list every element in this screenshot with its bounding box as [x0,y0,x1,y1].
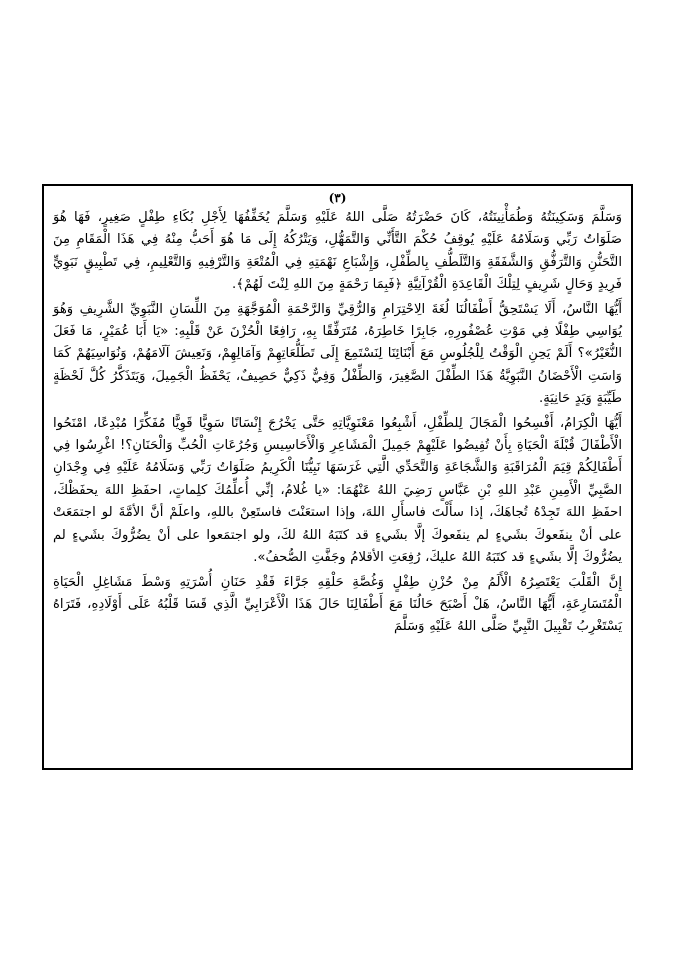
paragraph-2: أَيُّهَا النَّاسُ، أَلَا يَسْتَحِقُّ أَطْفَالُنَا لُغَةَ الِاحْتِرَامِ وَالرُّقِيِّ وَالرَّحْمَةِ الْمُوَجَّهَةِ مِنَ اللِّسَانِ النَّبَوِيِّ الشَّرِيفِ وَهُوَ يُوَاسِي طِفْلًا فِي مَوْتِ عُصْفُورِهِ، جَابِرًا خَاطِرَهُ، مُتَرَفِّقًا بِهِ، رَافِعًا الْحُزْنَ عَنْ قَلْبِهِ: «يَا أَبَا عُمَيْرٍ، مَا فَعَلَ النُّغَيْرُ»؟ أَلَمْ يَحِنِ الْوَقْتُ لِلْجُلُوسِ مَعَ أَبْنَائِنَا لِنَسْتَمِعَ إِلَى تَطَلُّعَاتِهِمْ وَآمَالِهِمْ، وَنَعِيشَ آلَامَهُمْ، وَنُوَاسِيَهُمْ كَمَا وَاسَتِ الْأَحْضَانُ النَّبَوِيَّةُ هَذَا الطِّفْلَ الصَّغِيرَ، وَالطِّفْلُ وَفِيٌّ ذَكِيٌّ حَصِيفٌ، يَحْفَظُ الْجَمِيلَ، وَيَتَذَكَّرُ كُلَّ لَحْظَةٍ طَيِّبَةٍ وَيَدٍ حَانِيَةٍ. [53,301,622,407]
paragraph-4: إِنَّ الْقَلْبَ يَعْتَصِرُهُ الْأَلَمُ مِنْ حُزْنِ طِفْلٍ وَغُصَّةِ حَلْقِهِ جَرَّاءَ فَقْدِ حَنَانِ أُسْرَتِهِ وَسْطَ مَشَاغِلِ الْحَيَاةِ الْمُتَسَارِعَةِ، أَيُّهَا النَّاسُ، هَلْ أَصْبَحَ حَالُنَا مَعَ أَطْفَالِنَا حَالَ هَذَا الْأَعْرَابِيِّ الَّذِي قَسَا قَلْبُهُ عَلَى أَوْلَادِهِ، فَتَرَاهُ يَسْتَغْرِبُ تَقْبِيلَ النَّبِيِّ صَلَّى اللهُ عَلَيْهِ وَسَلَّمَ [53,574,622,635]
paragraph-1: وَسَلَّمَ وَسَكِينَتُهُ وَطُمَأْنِينَتُهُ، كَانَ حَضْرَتُهُ صَلَّى اللهُ عَلَيْهِ وَسَلَّمَ يُخَفِّفُهَا لِأَجْلِ بُكَاءِ طِفْلٍ صَغِيرٍ، فَهَا هُوَ صَلَوَاتُ رَبِّي وَسَلَامُهُ عَلَيْهِ يُوقِفُ حُكْمَ التَّأَنِّي وَالتَّمَهُّلِ، وَيَتْرُكُهُ إِلَى مَا هُوَ أَحَبُّ مِنْهُ فِي هَذَا الْمَقَامِ مِنَ التَّحَنُّنِ وَالتَّرَفُّقِ وَالشَّفَقَةِ وَالتَّلَطُّفِ بِالطِّفْلِ، وَإِشْبَاعِ نَهْمَتِهِ فِي الْمُتْعَةِ وَالتَّرْفِيهِ وَالتَّعْلِيمِ، فِي تَطْبِيقٍ نَبَوِيٍّ فَرِيدٍ وَحَالٍ شَرِيفٍ لِتِلْكَ الْقَاعِدَةِ الْقُرْآنِيَّةِ ﴿فَبِمَا رَحْمَةٍ مِنَ اللهِ لِنْتَ لَهُمْ﴾. [53,210,622,293]
page-number: (٣) [328,191,347,205]
page-frame [42,184,633,770]
paragraph-3: أَيُّهَا الْكِرَامُ، أَفْسِحُوا الْمَجَالَ لِلطِّفْلِ، أَشْبِعُوا مَعْنَوِيَّاتِهِ حَتَّى يَخْرُجَ إِنْسَانًا سَوِيًّا قَوِيًّا مُفَكِّرًا مُبْدِعًا، امْنَحُوا الْأَطْفَالَ قُبْلَةَ الْحَيَاةِ بِأَنْ تُفِيضُوا عَلَيْهِمْ جَمِيلَ الْمَشَاعِرِ وَالْأَحَاسِيسِ وَجُرُعَاتِ الْحُبِّ وَالْحَنَانِ؟! اغْرِسُوا فِي أَطْفَالِكُمْ قِيَمَ الْمُرَاقَبَةِ وَالشَّجَاعَةِ وَالتَّحَدِّي الَّتِي غَرَسَهَا نَبِيُّنَا الْكَرِيمُ صَلَوَاتُ رَبِّي وَسَلَامُهُ عَلَيْهِ فِي وِجْدَانِ الصَّبِيِّ الْأَمِينِ عَبْدِ اللهِ بْنِ عَبَّاسٍ رَضِيَ اللهُ عَنْهُمَا: «يا غُلامُ، إنِّي أُعلِّمُكَ كلِماتٍ، احفَظِ اللهَ يحفَظْكَ، احفَظِ اللهَ تَجِدْهُ تُجاهَكَ، إذا سأَلْتَ فاسأَلِ اللهَ، وإذا استعَنْتَ فاستَعِنْ باللهِ، واعلَمْ أنَّ الأمَّةَ لو اجتمَعَتْ على أنْ ينفَعوكَ بشَيءٍ لم ينفَعوكَ إلَّا بشَيءٍ قد كتَبَهُ اللهُ لكَ، ولو اجتمَعوا على أنْ يضُرُّوكَ بشَيءٍ لم يضُرُّوكَ إلَّا بشَيءٍ قد كتَبَهُ اللهُ عليكَ، رُفِعَتِ الأقلامُ وجَفَّتِ الصُّحفُ». [53,415,622,566]
